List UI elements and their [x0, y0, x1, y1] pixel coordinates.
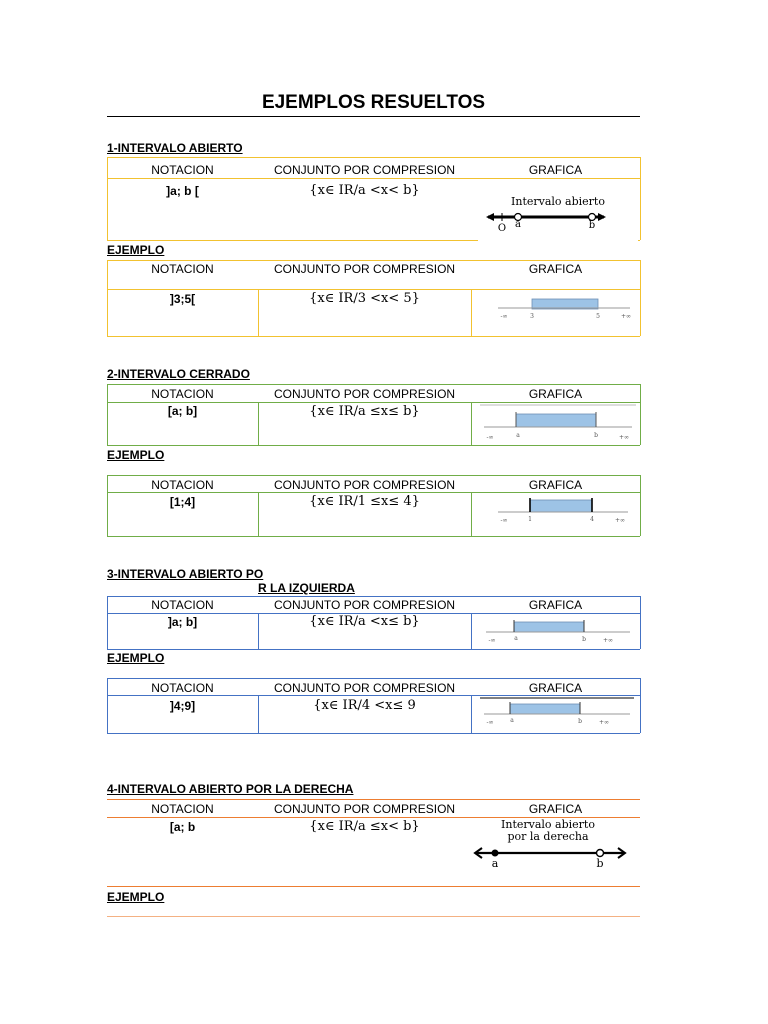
col-header-graph: GRAFICA — [528, 802, 583, 816]
svg-text:4: 4 — [590, 516, 594, 523]
number-line-graphic — [494, 294, 634, 324]
section-3-heading-cont: R LA IZQUIERDA — [258, 581, 355, 595]
col-header-graph: GRAFICA — [528, 478, 583, 492]
example-2-heading: EJEMPLO — [107, 448, 165, 462]
svg-text:1: 1 — [528, 516, 532, 523]
svg-text:+∞: +∞ — [602, 637, 614, 644]
notation-cell: ]a; b [ — [166, 184, 199, 198]
col-header-graph: GRAFICA — [528, 387, 583, 401]
notation-cell: [a; b] — [167, 404, 198, 418]
section-2-heading: 2-INTERVALO CERRADO — [107, 367, 250, 381]
svg-text:a: a — [510, 717, 514, 724]
col-header-notation: NOTACION — [151, 262, 214, 276]
set-cell: {x∈ IR/3 <x< 5} — [309, 291, 420, 306]
svg-text:por la derecha: por la derecha — [507, 830, 589, 843]
svg-text:+∞: +∞ — [620, 313, 632, 320]
notation-cell: ]4;9] — [169, 699, 196, 713]
svg-text:-∞: -∞ — [488, 637, 496, 644]
col-header-set: CONJUNTO POR COMPRESION — [273, 802, 456, 816]
svg-text:Intervalo abierto: Intervalo abierto — [501, 818, 595, 831]
svg-text:-∞: -∞ — [486, 719, 494, 726]
col-header-graph: GRAFICA — [528, 598, 583, 612]
notation-cell: [1;4] — [169, 495, 196, 509]
section-1-heading: 1-INTERVALO ABIERTO — [107, 141, 243, 155]
svg-text:b: b — [582, 636, 586, 643]
svg-text:b: b — [596, 857, 604, 870]
svg-text:a: a — [515, 219, 521, 230]
col-header-notation: NOTACION — [151, 802, 214, 816]
svg-text:5: 5 — [596, 313, 600, 320]
svg-text:3: 3 — [530, 313, 534, 320]
number-line-graphic — [480, 698, 634, 728]
col-header-graph: GRAFICA — [528, 262, 583, 276]
set-cell: {x∈ IR/1 ≤x≤ 4} — [309, 494, 420, 509]
number-line-graphic — [480, 405, 636, 443]
svg-text:+∞: +∞ — [618, 434, 630, 441]
col-header-notation: NOTACION — [151, 681, 214, 695]
section-3-heading: 3-INTERVALO ABIERTO PO — [107, 567, 264, 581]
svg-text:+∞: +∞ — [614, 517, 626, 524]
graph-caption: Intervalo abierto — [511, 195, 605, 208]
number-line-graphic — [478, 183, 638, 243]
svg-text:O: O — [497, 223, 507, 234]
number-line-graphic — [494, 494, 632, 528]
title-underline — [107, 116, 640, 117]
svg-text:+∞: +∞ — [598, 719, 610, 726]
set-cell: {x∈ IR/a <x≤ b} — [309, 614, 420, 629]
col-header-notation: NOTACION — [151, 478, 214, 492]
col-header-notation: NOTACION — [151, 387, 214, 401]
set-cell: {x∈ IR/4 <x≤ 9 — [313, 698, 416, 713]
col-header-notation: NOTACION — [151, 163, 214, 177]
col-header-graph: GRAFICA — [528, 163, 583, 177]
section-4-heading: 4-INTERVALO ABIERTO POR LA DERECHA — [107, 782, 354, 796]
page-title: EJEMPLOS RESUELTOS — [261, 92, 486, 113]
set-cell: {x∈ IR/a ≤x< b} — [309, 819, 420, 834]
example-1-heading: EJEMPLO — [107, 243, 165, 257]
notation-cell: ]3;5[ — [169, 292, 196, 306]
svg-text:-∞: -∞ — [486, 434, 494, 441]
svg-text:a: a — [514, 635, 518, 642]
col-header-notation: NOTACION — [151, 598, 214, 612]
col-header-set: CONJUNTO POR COMPRESION — [273, 387, 456, 401]
set-cell: {x∈ IR/a ≤x≤ b} — [309, 404, 420, 419]
col-header-set: CONJUNTO POR COMPRESION — [273, 478, 456, 492]
svg-text:-∞: -∞ — [500, 517, 508, 524]
number-line-graphic — [470, 818, 634, 874]
col-header-set: CONJUNTO POR COMPRESION — [273, 681, 456, 695]
svg-text:b: b — [588, 220, 596, 231]
col-header-set: CONJUNTO POR COMPRESION — [273, 163, 456, 177]
col-header-graph: GRAFICA — [528, 681, 583, 695]
example-3-heading: EJEMPLO — [107, 651, 165, 665]
col-header-set: CONJUNTO POR COMPRESION — [273, 262, 456, 276]
svg-text:a: a — [516, 432, 520, 439]
set-cell: {x∈ IR/a <x< b} — [309, 183, 420, 198]
notation-cell: [a; b — [169, 820, 196, 834]
svg-text:-∞: -∞ — [500, 313, 508, 320]
svg-text:b: b — [578, 718, 582, 725]
example-4-heading: EJEMPLO — [107, 890, 165, 904]
col-header-set: CONJUNTO POR COMPRESION — [273, 598, 456, 612]
notation-cell: ]a; b] — [167, 615, 198, 629]
svg-text:a: a — [491, 857, 499, 870]
number-line-graphic — [482, 616, 634, 644]
svg-text:b: b — [594, 432, 598, 439]
